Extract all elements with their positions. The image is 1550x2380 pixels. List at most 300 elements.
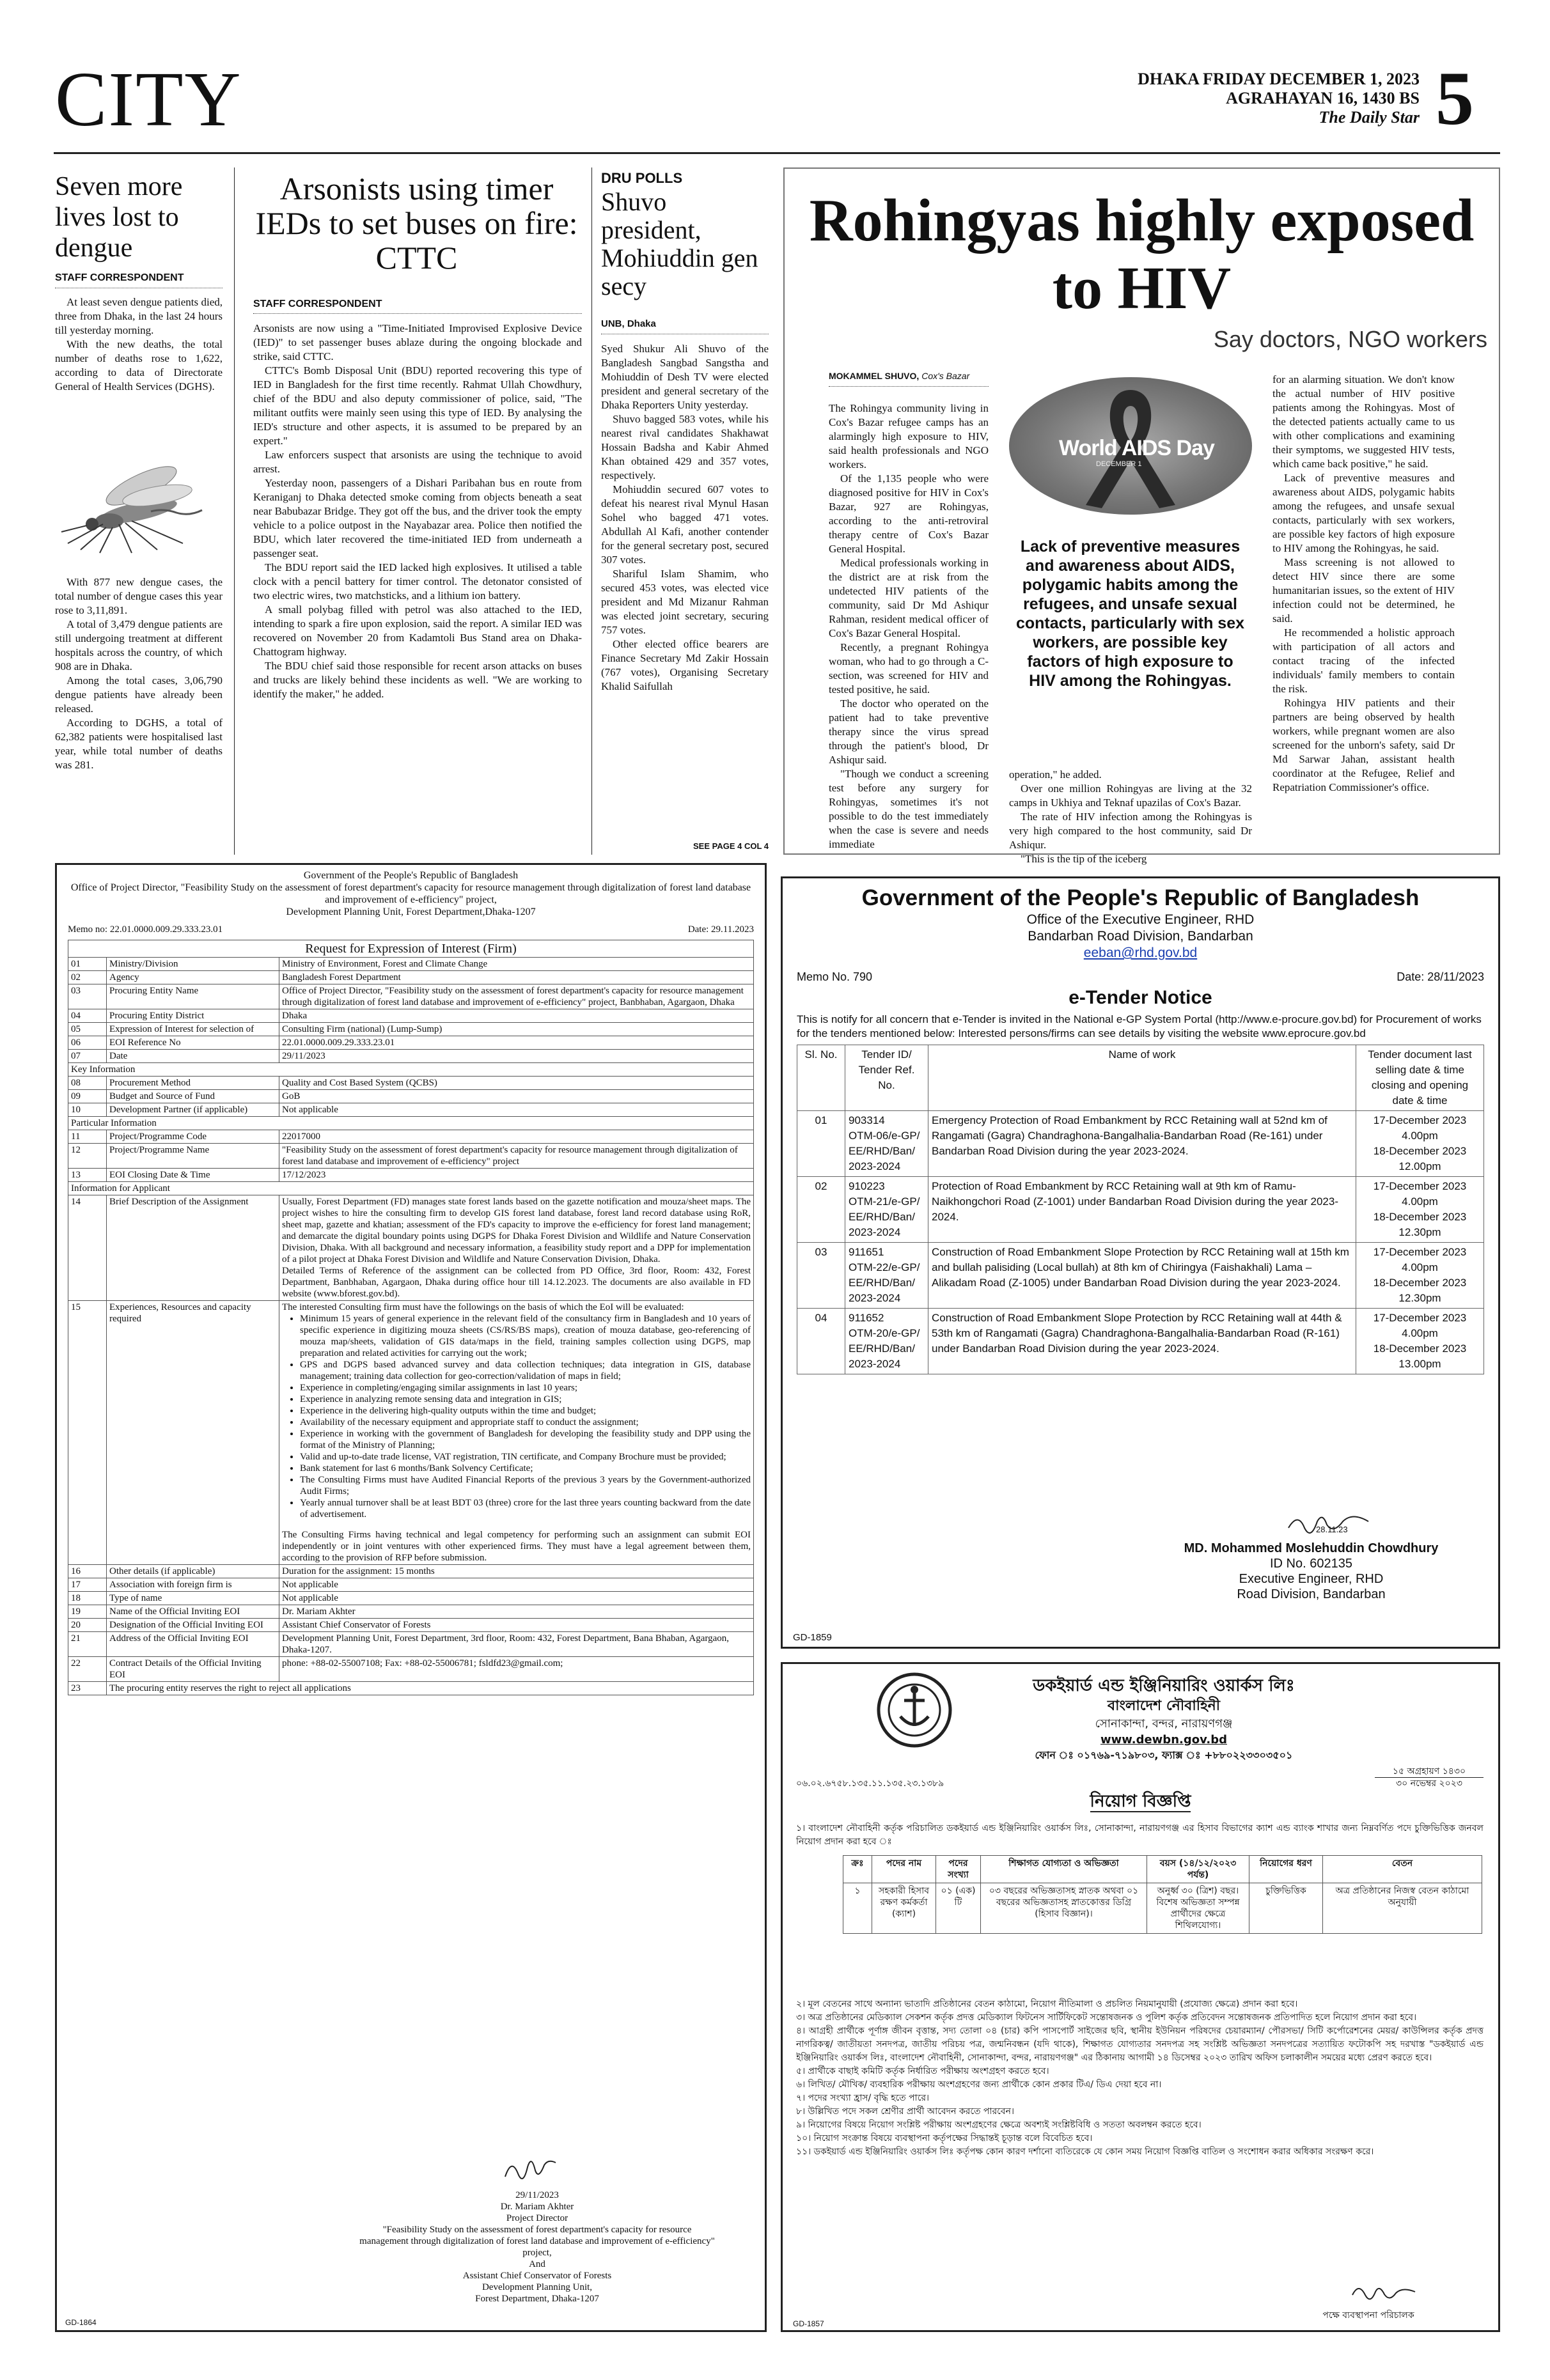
- row-value: Duration for the assignment: 15 months: [279, 1565, 754, 1578]
- image-caption: World AIDS Day: [1059, 436, 1214, 460]
- byline-name: MOKAMMEL SHUVO,: [829, 371, 920, 381]
- row-label: Address of the Official Inviting EOI: [107, 1632, 279, 1657]
- eoi-section-label: Particular Information: [68, 1117, 754, 1130]
- tender-work: Construction of Road Embankment Slope Protection by RCC Retaining wall at 44th & 53th km of Rangamati (Gagra) Chandraghona-Bangalhalia-Bandarban Road (R-161) under Bandarban Road Division during the year 2023-2024.: [928, 1309, 1356, 1374]
- dru-headline: Shuvo president, Mohiuddin gen secy: [601, 187, 758, 300]
- tender-date-t2: 12.30pm: [1398, 1226, 1441, 1238]
- row-value: 22.01.0000.009.29.333.23.01: [279, 1036, 754, 1050]
- rohingya-para: "This is the tip of the iceberg: [1021, 853, 1147, 865]
- eoi-row: [68, 1009, 754, 1023]
- requirement-item: • Experience in analyzing remote sensing data and integration in GIS;: [300, 1394, 751, 1405]
- rohingya-para: He recommended a holistic approach with participation of all actors and contact tracing of the infected individuals' family members to contain the risk.: [1272, 626, 1455, 695]
- row-no: 10: [68, 1103, 107, 1117]
- arson-para: Yesterday noon, passengers of a Dishari Paribahan bus en route from Keraniganj to Dhaka detected smoke coming from objects beneath a seat near Babubazar Bridge. They got off the bus, and the driver took the empty vehicle to a police outpost in the Nayabazar area. Police then notified the BDU, which later recovered the time-initiated IED from underneath a passenger seat.: [253, 477, 582, 559]
- row-value: Dr. Mariam Akhter: [279, 1605, 754, 1619]
- requirement-item: • Availability of the necessary equipment and appropriate staff to conduct the assignment;: [300, 1417, 751, 1428]
- tender-intro: This is notify for all concern that e-Tender is invited in the National e-GP System Portal (http://www.e-procure.gov.bd) for Procurement of works for the tenders mentioned below: Interested persons/firms can see details by visiting the website www.eprocure.gov.bd: [797, 1013, 1482, 1039]
- sig-address: Forest Department, Dhaka-1207: [475, 2294, 599, 2304]
- note-list: [796, 2065, 1483, 2159]
- note: ৫। প্রার্থীকে বাছাই কমিটি কর্তৃক নির্ধারিত পরীক্ষায় অংশগ্রহণ করতে হবে।: [796, 2066, 1049, 2076]
- row-value: Bangladesh Forest Department: [279, 971, 754, 984]
- requirements-intro: The interested Consulting firm must have the followings on the basis of which the EoI will be evaluated:: [282, 1302, 684, 1312]
- requirement-item: • Minimum 15 years of general experience in the relevant field of the consultancy firm in Bangladesh and 10 years of specific experience in digitizing mouza sheets (CS/RS/BS maps), creation of mouza database, geo-referencing of mouza map/sheets, validation of GIS data/maps in the field, training samples collection using DGPS, map preparation and related activities for carrying out the work;: [300, 1313, 751, 1359]
- arson-para: The BDU report said the IED lacked high explosives. It utilised a table clock with a pencil battery for timer control. The detonator consisted of two electric wires, two matchsticks, and a lithium ion battery.: [253, 561, 582, 602]
- eoi-signature: [502, 2154, 560, 2186]
- row-no: 12: [68, 1144, 107, 1169]
- tender-sig-date: 28.11.23: [1316, 1525, 1348, 1534]
- recruitment-table-row: [843, 1883, 1482, 1934]
- row-no: 11: [68, 1130, 107, 1144]
- recruitment-intro: ১। বাংলাদেশ নৌবাহিনী কর্তৃক পরিচালিত ডকইয়ার্ড এন্ড ইঞ্জিনিয়ারিং ওয়ার্কস লিঃ, সোনাকান্দা, নারায়ণগঞ্জ এর হিসাব বিভাগের ক্যাশ এন্ড ব্যাংক শাখার জন্য নিম্নবর্ণিত পদে চুক্তিভিত্তিক জনবল নিয়োগ প্রদান করা হবে ঃ: [796, 1823, 1483, 1847]
- rohingya-para: Mass screening is not allowed to detect HIV since there are some humanitarian issues, so the extent of HIV infection could not be determined, he said.: [1272, 556, 1455, 625]
- row-label: Project/Programme Name: [107, 1144, 279, 1169]
- tender-table: [797, 1045, 1484, 1374]
- tender-dates: [1356, 1243, 1484, 1309]
- recruitment-col: শিক্ষাগত যোগ্যতা ও অভিজ্ঞতা: [981, 1856, 1147, 1883]
- eoi-row: [68, 958, 754, 971]
- pull-quote: Lack of preventive measures and awareness about AIDS, polygamic habits among the refugees, and unsafe sexual contacts, particularly with sex workers, are possible key factors of high exposure to HIV among the Rohingyas.: [1015, 538, 1245, 690]
- dengue-col1-b: [55, 575, 223, 772]
- row-no: 03: [68, 984, 107, 1009]
- row-no: 08: [68, 1077, 107, 1090]
- tender-date-d2: 18-December 2023: [1373, 1277, 1467, 1289]
- assignment-tor: Detailed Terms of Reference of the assignment can be collected from PD Office, 3rd floor, Room: 432, Forest Department, Banbhaban, Agargaon, Dhaka during office hour till 14.12.2023. The documents are also available in FD website (www.bforest.gov.bd).: [282, 1266, 751, 1299]
- dengue-headline: Seven more lives lost to dengue: [55, 172, 183, 263]
- eoi-row: [68, 1605, 754, 1619]
- tender-date: Date: 28/11/2023: [1397, 970, 1484, 983]
- recruitment-signature: [1349, 2279, 1420, 2305]
- tender-date-t2: 12.00pm: [1398, 1160, 1441, 1172]
- note: ৯। নিয়োগের বিষয়ে নিয়োগ সংশ্লিষ্ট পরীক্ষায় অংশগ্রহণের ক্ষেত্রে অবশ্যই সংশ্লিষ্টবিধি ও সততা অবলম্বন করতে হবে।: [796, 2120, 1202, 2130]
- tender-id: 910223: [849, 1180, 885, 1192]
- row-no: 22: [68, 1657, 107, 1682]
- eoi-row: [68, 984, 754, 1009]
- rohingya-para: Rohingya HIV patients and their partners are being observed by health workers, while pregnant women are also screened for the unborn's safety, said Dr Md Sarwar Jahan, assistant health coordinator at the Refugee, Relief and Repatriation Commissioner's office.: [1272, 697, 1455, 793]
- requirement-item: • Bank statement for last 6 months/Bank Solvency Certificate;: [300, 1463, 751, 1474]
- row-label: Development Partner (if applicable): [107, 1103, 279, 1117]
- rohingya-para: for an alarming situation. We don't know the actual number of HIV positive patients among the Rohingyas. Most of the detected patients actually came to us with other complications and examining their symptoms, we suggested HIV tests, which came back positive," he said.: [1272, 373, 1455, 470]
- recruitment-header: [972, 1675, 1356, 1763]
- dengue-col1: [55, 295, 223, 394]
- arson-para: A small polybag filled with petrol was also attached to the IED, intending to spark a fire upon explosion, said the report. A similar IED was recovered on November 20 from Kadamtoli Bus Stand area on Dhaka-Chattogram highway.: [253, 603, 582, 658]
- recruitment-col: পদের সংখ্যা: [936, 1856, 981, 1883]
- dru-para: Other elected office bearers are Finance Secretary Md Zakir Hossain (767 votes), Organising Secretary Khalid Saifullah: [601, 638, 769, 692]
- rohingya-para: "Though we conduct a screening test before any surgery for Rohingyas, sometimes it's not possible to do the test immediately when the case is severe and needs immediate: [829, 768, 989, 850]
- dru-kicker: DRU POLLS: [601, 170, 683, 186]
- tender-date-t2: 13.00pm: [1398, 1358, 1441, 1370]
- tender-id-cell: [845, 1243, 928, 1309]
- eoi-header-line: Office of Project Director, "Feasibility Study on the assessment of forest department's capacity for resource management through digitalization of forest land database and improvement of e-efficiency" project,: [70, 882, 751, 905]
- eoi-row: [68, 1565, 754, 1578]
- eoi-memo: Memo no: 22.01.0000.009.29.333.23.01: [68, 924, 223, 935]
- dengue-para: Among the total cases, 3,06,790 dengue patients have already been released.: [55, 674, 223, 715]
- eoi-row: [68, 1050, 754, 1063]
- requirement-item: • Experience in the delivering high-quality outputs within the time and budget;: [300, 1405, 751, 1417]
- eoi-date: Date: 29.11.2023: [687, 924, 754, 935]
- recruitment-cell: সহকারী হিসাব রক্ষণ কর্মকর্তা (ক্যাশ): [872, 1883, 936, 1934]
- row-value: Consulting Firm (national) (Lump-Sump): [279, 1023, 754, 1036]
- dru-para: Shariful Islam Shamim, who secured 453 votes, was elected vice president and Md Mizanur Rahman was elected joint secretary, securing 757 votes.: [601, 568, 769, 636]
- sig-project: "Feasibility Study on the assessment of forest department's capacity for resource management through digitalization of forest land database and improvement of e-efficiency" project,: [359, 2225, 715, 2258]
- tender-dates: [1356, 1309, 1484, 1374]
- row-value: Not applicable: [279, 1103, 754, 1117]
- eoi-row: [68, 1103, 754, 1117]
- eoi-row: [68, 1195, 754, 1301]
- row-value: [279, 1195, 754, 1301]
- eoi-row: [68, 1144, 754, 1169]
- recruitment-cell: অনুর্ধ্ব ৩০ (ত্রিশ) বছর। বিশেষ অভিজ্ঞতা সম্পন্ন প্রার্থীদের ক্ষেত্রে শিথিলযোগ্য।: [1147, 1883, 1249, 1934]
- mosquito-illustration: [55, 460, 223, 556]
- sig-id: ID No. 602135: [1270, 1557, 1352, 1571]
- row-label: Project/Programme Code: [107, 1130, 279, 1144]
- tender-id: 911652: [849, 1312, 884, 1324]
- eoi-section-label: Key Information: [68, 1063, 754, 1077]
- sig-place: Road Division, Bandarban: [1237, 1587, 1386, 1601]
- date-line: DHAKA FRIDAY DECEMBER 1, 2023: [1138, 70, 1420, 88]
- note: ৭। পদের সংখ্যা হ্রাস/ বৃদ্ধি হতে পারে।: [796, 2093, 930, 2103]
- sig-address: Development Planning Unit,: [481, 2282, 593, 2292]
- eoi-header: [68, 869, 754, 918]
- page-number: 5: [1436, 56, 1474, 141]
- row-value: The procuring entity reserves the right to reject all applications: [107, 1682, 754, 1695]
- dengue-para: At least seven dengue patients died, three from Dhaka, in the last 24 hours till yesterday morning.: [55, 296, 223, 336]
- recruitment-cell: ০১ (এক) টি: [936, 1883, 981, 1934]
- row-label: Brief Description of the Assignment: [107, 1195, 279, 1301]
- row-value: 17/12/2023: [279, 1169, 754, 1182]
- tender-ref: OTM-20/e-GP/ EE/RHD/Ban/ 2023-2024: [849, 1327, 920, 1370]
- paper-logo: The Daily Star: [1319, 108, 1420, 127]
- rohingya-para: The Rohingya community living in Cox's Bazar refugee camps has an alarmingly high exposure to HIV, said health professionals and NGO workers.: [829, 402, 989, 471]
- recruitment-memo: ০৬.০২.৬৭৫৮.১৩৫.১১.১৩৫.২৩.১৩৮৯: [796, 1778, 944, 1789]
- row-value: [279, 1301, 754, 1565]
- eoi-row: [68, 1657, 754, 1682]
- row-label: Procuring Entity District: [107, 1009, 279, 1023]
- row-label: Type of name: [107, 1592, 279, 1605]
- rohingya-col2: [1009, 768, 1252, 866]
- tender-row: [797, 1111, 1484, 1177]
- recruitment-col: নিয়োগের ধরণ: [1249, 1856, 1323, 1883]
- arson-byline: STAFF CORRESPONDENT: [253, 299, 382, 309]
- requirement-item: • GPS and DGPS based advanced survey and data collection techniques; data integration in GIS, database management; training data collection for geo-correction/validation of maps in field;: [300, 1359, 751, 1382]
- eoi-row: [68, 1592, 754, 1605]
- row-no: 18: [68, 1592, 107, 1605]
- tender-ref: OTM-06/e-GP/ EE/RHD/Ban/ 2023-2024: [849, 1130, 920, 1172]
- row-value: Ministry of Environment, Forest and Climate Change: [279, 958, 754, 971]
- tender-row: [797, 1243, 1484, 1309]
- requirement-item: • The Consulting Firms must have Audited Financial Reports of the previous 3 years by the Government-authorized Audit Firms;: [300, 1474, 751, 1497]
- row-value: phone: +88-02-55007108; Fax: +88-02-55006781; fsldfd23@gmail.com;: [279, 1657, 754, 1682]
- row-label: Designation of the Official Inviting EOI: [107, 1619, 279, 1632]
- gregorian-date: ৩০ নভেম্বর ২০২৩: [1375, 1777, 1483, 1789]
- tender-date-d2: 18-December 2023: [1373, 1342, 1467, 1355]
- col-work: Name of work: [928, 1045, 1356, 1111]
- sig-title2: Assistant Chief Conservator of Forests: [462, 2271, 612, 2281]
- column-rule: [591, 167, 592, 855]
- rohingya-col3: [1272, 373, 1455, 795]
- tender-date-d1: 17-December 2023: [1373, 1246, 1467, 1258]
- row-value: Not applicable: [279, 1578, 754, 1592]
- rohingya-para: The rate of HIV infection among the Rohingyas is very high compared to the host community, said Dr Ashiqur.: [1009, 811, 1252, 851]
- image-subcaption: DECEMBER 1: [1096, 460, 1142, 468]
- note: ১১। ডকইয়ার্ড এন্ড ইঞ্জিনিয়ারিং ওয়ার্কস লিঃ কর্তৃপক্ষ কোন কারণ দর্শানো ব্যতিরেকে যে কোন সময় নিয়োগ বিজ্ঞপ্তি বাতিল ও সংশোধন করার অধিকার সংরক্ষণ করে।: [796, 2147, 1374, 2157]
- eoi-row: [68, 1619, 754, 1632]
- rohingya-para: Medical professionals working in the district are at risk from the undetected HIV patients of the community, said Dr Md Ashiqur Rahman, resident medical officer of Cox's Bazar General Hospital.: [829, 557, 989, 639]
- col-doc: Tender document last selling date & time closing and opening date & time: [1356, 1045, 1484, 1111]
- tender-memo: Memo No. 790: [797, 970, 873, 983]
- tender-sl: 01: [797, 1111, 845, 1177]
- tender-date-d2: 18-December 2023: [1373, 1145, 1467, 1157]
- eoi-row: [68, 1036, 754, 1050]
- tender-title: e-Tender Notice: [1069, 987, 1212, 1008]
- dengue-byline: STAFF CORRESPONDENT: [55, 272, 184, 283]
- row-label: Other details (if applicable): [107, 1565, 279, 1578]
- sig-name: Dr. Mariam Akhter: [500, 2202, 574, 2212]
- recruitment-cell: চুক্তিভিত্তিক: [1249, 1883, 1323, 1934]
- rohingya-para: operation," he added.: [1009, 768, 1102, 781]
- tender-id-cell: [845, 1111, 928, 1177]
- requirements-outro: The Consulting Firms having technical and legal competency for performing such an assignment can submit EOI independently or in joint ventures with other experienced firms. They must have a legal agreement between them, according to the provision of RFP before submission.: [282, 1530, 751, 1563]
- tender-sl: 03: [797, 1243, 845, 1309]
- rohingya-para: Lack of preventive measures and awareness about AIDS, polygamic habits among the refugees, and unsafe sexual contacts, particularly with sex workers, are possible key factors of high exposure to HIV among the Rohingyas, he said.: [1272, 472, 1455, 554]
- arson-para: Arsonists are now using a "Time-Initiated Improvised Explosive Device (IED)" to set passenger buses ablaze during the ongoing blockade and strike, said CTTC.: [253, 322, 582, 362]
- row-no: 16: [68, 1565, 107, 1578]
- row-no: 15: [68, 1301, 107, 1565]
- row-label: Budget and Source of Fund: [107, 1090, 279, 1103]
- company-name: ডকইয়ার্ড এন্ড ইঞ্জিনিয়ারিং ওয়ার্কস লিঃ: [1033, 1676, 1295, 1695]
- note: ৪। আগ্রহী প্রার্থীকে পূর্ণাঙ্গ জীবন বৃত্তান্ত, সদ্য তোলা ০৪ (চার) কপি পাসপোর্ট সাইজের ছবি, স্থানীয় ইউনিয়ন পরিষদের চেয়ারম্যান/ পৌরসভা/ সিটি কর্পোরেশনের মেয়র/ কাউন্সিলর কর্তৃক প্রদত্ত নাগরিকত্ব/ জাতীয়তা সনদপত্র, জাতীয় পরিচয় পত্র, জন্মনিবন্ধন (যদি থাকে), শিক্ষাগত যোগ্যতার সনদপত্র সহ সংশ্লিষ্ট অভিজ্ঞতা সনদপত্রের সত্যায়িত ফটোকপি সহ দরখাস্ত "ডকইয়ার্ড এন্ড ইঞ্জিনিয়ারিং ওয়ার্কস লিঃ, বাংলাদেশ নৌবাহিনী, সোনাকান্দা, বন্দর, নারায়ণগঞ্জ" এর ঠিকানায় আগামী ১৪ ডিসেম্বর ২০২৩ তারিখ অফিস চলাকালীন সময়ের মধ্যে প্রেরণ করতে হবে।: [796, 2026, 1483, 2063]
- tender-id: 903314: [849, 1114, 885, 1126]
- tender-date-t1: 4.00pm: [1402, 1130, 1438, 1142]
- tender-work: Construction of Road Embankment Slope Protection by RCC Retaining wall at 15th km and bullah palisiding (Local bullah) at 8th km of Chiringya (Faishakhali) Lama – Alikadam Road (Z-1005) under Bandarban Road Division during the year 2023-2024.: [928, 1243, 1356, 1309]
- row-value: 22017000: [279, 1130, 754, 1144]
- row-no: 04: [68, 1009, 107, 1023]
- row-label: Procurement Method: [107, 1077, 279, 1090]
- row-no: 05: [68, 1023, 107, 1036]
- eoi-header-line: Development Planning Unit, Forest Department,Dhaka-1207: [286, 906, 536, 917]
- row-label: Date: [107, 1050, 279, 1063]
- sig-and: And: [529, 2259, 545, 2269]
- row-value: Dhaka: [279, 1009, 754, 1023]
- tender-id-cell: [845, 1177, 928, 1243]
- company-address: সোনাকান্দা, বন্দর, নারায়ণগঞ্জ: [1095, 1717, 1233, 1731]
- tender-ref: OTM-22/e-GP/ EE/RHD/Ban/ 2023-2024: [849, 1261, 920, 1304]
- requirement-item: • Yearly annual turnover shall be at least BDT 03 (three) crore for the last three years counting backward from the date of advertisement.: [300, 1497, 751, 1520]
- rohingya-col1: [829, 401, 989, 852]
- row-value: 29/11/2023: [279, 1050, 754, 1063]
- dockyard-emblem-icon: [876, 1672, 953, 1748]
- row-label: EOI Reference No: [107, 1036, 279, 1050]
- eoi-section-label: Information for Applicant: [68, 1182, 754, 1195]
- eoi-row: [68, 1578, 754, 1592]
- arson-para: The BDU chief said those responsible for recent arson attacks on buses and trucks are likely behind these incidents as well. "We are working to identify the maker," he added.: [253, 660, 582, 700]
- byline-place: Cox's Bazar: [921, 371, 970, 381]
- row-no: 17: [68, 1578, 107, 1592]
- arson-headline: Arsonists using timer IEDs to set buses on fire: CTTC: [255, 171, 578, 276]
- eoi-table: [68, 940, 754, 1695]
- dru-byline: UNB, Dhaka: [601, 318, 656, 329]
- recruitment-sig-title: পক্ষে ব্যবস্থাপনা পরিচালক: [1322, 2310, 1414, 2321]
- row-value: Not applicable: [279, 1592, 754, 1605]
- row-label: Agency: [107, 971, 279, 984]
- row-value: Office of Project Director, "Feasibility study on the assessment of forest department's capacity for resource management through digitalization of forest land database and improvement of e-efficiency" project, Banbhaban, Agargaon, Dhaka: [279, 984, 754, 1009]
- dru-para: Mohiuddin secured 607 votes to defeat his nearest rival Mynul Hasan Sohel who bagged 471 votes. Abdullah Al Kafi, another contender for the general secretary post, secured 307 votes.: [601, 483, 769, 566]
- tender-id: 911651: [849, 1246, 884, 1258]
- tender-date-d2: 18-December 2023: [1373, 1211, 1467, 1223]
- eoi-row: [68, 1169, 754, 1182]
- tender-sl: 02: [797, 1177, 845, 1243]
- requirement-item: • Experience in working with the government of Bangladesh for developing the feasibility study and DPP using the format of the Ministry of Planning;: [300, 1428, 751, 1451]
- rohingya-para: Over one million Rohingyas are living at the 32 camps in Ukhiya and Teknaf upazilas of Cox's Bazar.: [1009, 782, 1252, 809]
- rohingya-para: The doctor who operated on the patient had to take preventive therapy since the virus spread through the patient's blood, Dr Ashiqur said.: [829, 697, 989, 766]
- tender-work: Protection of Road Embankment by RCC Retaining wall at 9th km of Ramu-Naikhongchori Road (Z-1001) under Bandarban Road Division during the year 2023-2024.: [928, 1177, 1356, 1243]
- recruitment-notes: [796, 1998, 1483, 2159]
- row-no: 01: [68, 958, 107, 971]
- row-label: EOI Closing Date & Time: [107, 1169, 279, 1182]
- eoi-title: Request for Expression of Interest (Firm): [68, 940, 754, 958]
- dru-para: Shuvo bagged 583 votes, while his nearest rival candidates Shakhawat Hossain Badsha and Kabir Ahmed Khan obtained 429 and 357 votes, respectively.: [601, 413, 769, 481]
- eoi-row: [68, 1301, 754, 1565]
- recruitment-col: বয়স (১৪/১২/২০২৩ পর্যন্ত): [1147, 1856, 1249, 1883]
- row-value: Development Planning Unit, Forest Department, 3rd floor, Room: 432, Forest Department, Bana Bhaban, Agargaon, Dhaka-1207.: [279, 1632, 754, 1657]
- recruitment-cell: ০৩ বছরের অভিজ্ঞতাসহ স্নাতক অথবা ০১ বছরের অভিজ্ঞতাসহ স্নাতকোত্তর ডিগ্রি (হিসাব বিজ্ঞান)।: [981, 1883, 1147, 1934]
- company-website-link[interactable]: www.dewbn.gov.bd: [1100, 1733, 1227, 1746]
- col-id: Tender ID/ Tender Ref. No.: [845, 1045, 928, 1111]
- eoi-row: [68, 1130, 754, 1144]
- eoi-row: [68, 1682, 754, 1695]
- navy-name: বাংলাদেশ নৌবাহিনী: [1107, 1698, 1221, 1714]
- bengali-date: AGRAHAYAN 16, 1430 BS: [1226, 89, 1420, 107]
- requirement-item: • Valid and up-to-date trade license, VAT registration, TIN certificate, and Company Brochure must be provided;: [300, 1451, 751, 1463]
- recruitment-col: ক্রঃ: [843, 1856, 872, 1883]
- tender-dates: [1356, 1177, 1484, 1243]
- row-label: Expression of Interest for selection of: [107, 1023, 279, 1036]
- tender-ref: OTM-21/e-GP/ EE/RHD/Ban/ 2023-2024: [849, 1195, 920, 1238]
- arson-body: [253, 322, 582, 701]
- column-rule: [234, 167, 235, 855]
- eoi-gd-code: GD-1864: [65, 2318, 97, 2327]
- dru-body: [601, 342, 769, 694]
- tender-office: Office of the Executive Engineer, RHD: [1026, 912, 1255, 927]
- assignment-description: Usually, Forest Department (FD) manages state forest lands based on the gazette notification and mouza/sheet maps. The project wishes to hire the consulting firm to develop GIS forest land database, forest land record database using RoR, sheet map, gazette and khatian; assessment of the FD's capacity to improve the e-efficiency for forest land management; and demarcate the digital boundary points using DGPS for Dhaka Forest Division and Wildlife and Nature Conservation Division, Dhaka. With all background and necessary information, a feasibility study report and a DPP for implementation of a pilot project at Dhaka Forest Division and Wildlife and Nature Conservation Division, Dhaka.: [282, 1197, 751, 1264]
- rohingya-subhead: Say doctors, NGO workers: [1213, 326, 1487, 352]
- row-value: GoB: [279, 1090, 754, 1103]
- eoi-row: [68, 1023, 754, 1036]
- row-no: 06: [68, 1036, 107, 1050]
- sig-title: Project Director: [506, 2213, 568, 2223]
- bengali-date: ১৫ অগ্রহায়ণ ১৪৩০: [1392, 1766, 1466, 1777]
- dru-jump-link[interactable]: SEE PAGE 4 COL 4: [693, 841, 769, 851]
- row-label: Ministry/Division: [107, 958, 279, 971]
- recruitment-col: পদের নাম: [872, 1856, 936, 1883]
- tender-division: Bandarban Road Division, Bandarban: [1028, 929, 1253, 944]
- eoi-row: [68, 1077, 754, 1090]
- sig-name: MD. Mohammed Moslehuddin Chowdhury: [1184, 1541, 1439, 1555]
- recruitment-gd-code: GD-1857: [793, 2319, 824, 2328]
- dengue-para: With the new deaths, the total number of deaths rose to 1,622, according to data of Directorate General of Health Services (DGHS).: [55, 338, 223, 393]
- tender-sl: 04: [797, 1309, 845, 1374]
- tender-email-link[interactable]: eeban@rhd.gov.bd: [1083, 945, 1198, 960]
- row-no: 21: [68, 1632, 107, 1657]
- tender-gd-code: GD-1859: [793, 1632, 832, 1643]
- tender-date-d1: 17-December 2023: [1373, 1114, 1467, 1126]
- eoi-header-line: Government of the People's Republic of Bangladesh: [303, 870, 519, 881]
- recruitment-col: বেতন: [1323, 1856, 1482, 1883]
- tender-date-d1: 17-December 2023: [1373, 1180, 1467, 1192]
- row-no: 23: [68, 1682, 107, 1695]
- note: ৬। লিখিত/ মৌখিক/ ব্যবহারিক পরীক্ষায় অংশগ্রহণের জন্য প্রার্থীকে কোন প্রকার টিএ/ ডিএ দেয়া হবে না।: [796, 2080, 1162, 2090]
- dengue-para: With 877 new dengue cases, the total number of dengue cases this year rose to 3,11,891.: [55, 576, 223, 616]
- row-no: 20: [68, 1619, 107, 1632]
- eoi-row: [68, 1090, 754, 1103]
- eoi-rows: [68, 1130, 754, 1182]
- row-label: Name of the Official Inviting EOI: [107, 1605, 279, 1619]
- eoi-signature-block: [358, 2189, 716, 2305]
- tender-date-t1: 4.00pm: [1402, 1327, 1438, 1339]
- row-no: 02: [68, 971, 107, 984]
- tender-date-t1: 4.00pm: [1402, 1195, 1438, 1208]
- company-phone: ফোন ঃ ০১৭৬৯-৭১৯৮০৩, ফ্যাক্স ঃ +৮৮০২২৩৩০৩৫০১: [1035, 1749, 1293, 1761]
- eoi-rows: [68, 1077, 754, 1117]
- recruitment-cell: ১: [843, 1883, 872, 1934]
- recruitment-dates: [1375, 1766, 1483, 1789]
- row-label: Contract Details of the Official Inviting EOI: [107, 1657, 279, 1682]
- recruitment-table-header: [843, 1856, 1482, 1883]
- row-label: Association with foreign firm is: [107, 1578, 279, 1592]
- rohingya-byline-rule: [829, 386, 989, 387]
- row-label: Experiences, Resources and capacity required: [107, 1301, 279, 1565]
- row-no: 07: [68, 1050, 107, 1063]
- tender-date-t1: 4.00pm: [1402, 1261, 1438, 1273]
- eoi-row: [68, 971, 754, 984]
- rohingya-headline: Rohingyas highly exposed to HIV: [809, 187, 1475, 322]
- sig-title: Executive Engineer, RHD: [1239, 1572, 1384, 1586]
- rohingya-para: Of the 1,135 people who were diagnosed positive for HIV in Cox's Bazar, 927 are Rohingyas, according to the anti-retroviral therapy centre of Cox's Bazar General Hospital.: [829, 472, 989, 555]
- row-no: 19: [68, 1605, 107, 1619]
- note: ১০। নিয়োগ সংক্রান্ত বিষয়ে ব্যবস্থাপনা কর্তৃপক্ষের সিদ্ধান্তই চূড়ান্ত বলে বিবেচিত হবে।: [796, 2133, 1093, 2143]
- row-value: Assistant Chief Conservator of Forests: [279, 1619, 754, 1632]
- tender-id-cell: [845, 1309, 928, 1374]
- row-value: "Feasibility Study on the assessment of forest department's capacity for resource management through digitalization of forest land database and improvement of e-efficiency" project: [279, 1144, 754, 1169]
- eoi-row: [68, 1632, 754, 1657]
- note: ৮। উল্লিখিত পদে সকল শ্রেণীর প্রার্থী আবেদন করতে পারবেন।: [796, 2106, 1014, 2117]
- tender-rows: [797, 1111, 1484, 1374]
- masthead-rule: [54, 152, 1500, 154]
- arson-byline-rule: [253, 313, 582, 314]
- note: ৩। অত্র প্রতিষ্ঠানের মেডিক্যাল সেকশন কর্তৃক প্রদত্ত মেডিক্যাল ফিটনেস সার্টিফিকেট সন্তোষজনক ও পুলিশ কর্তৃক প্রতিবেদন সন্তোষজনক প্রতিপাদিত হলে নিয়োগ প্রদান করা হবে।: [796, 2012, 1417, 2023]
- tender-row: [797, 1177, 1484, 1243]
- recruitment-table: [843, 1855, 1482, 1934]
- sig-date: 29/11/2023: [515, 2190, 559, 2200]
- section-title: CITY: [55, 56, 242, 143]
- arson-para: CTTC's Bomb Disposal Unit (BDU) reported recovering this type of IED in Bangladesh for the first time recently. Rahmat Ullah Chowdhury, chief of the BDU and also deputy commissioner of police, said, "The militant outfits were mainly seen using this type of IED. By analysing the IED's structure and other aspects, it is assumed to be prepared by an expert.": [253, 364, 582, 447]
- rohingya-byline: [829, 371, 969, 381]
- arson-para: Law enforcers suspect that arsonists are using the technique to avoid arrest.: [253, 449, 582, 475]
- col-sl: Sl. No.: [797, 1045, 845, 1111]
- row-value: Quality and Cost Based System (QCBS): [279, 1077, 754, 1090]
- eoi-rows: [68, 1565, 754, 1682]
- tender-gov: Government of the People's Republic of Bangladesh: [861, 885, 1420, 910]
- dru-para: Syed Shukur Ali Shuvo of the Bangladesh Sangbad Sangstha and Mohiuddin of Desh TV were elected president and general secretary of the Dhaka Reporters Unity yesterday.: [601, 343, 769, 411]
- dengue-para: A total of 3,479 dengue patients are still undergoing treatment at different hospitals across the country, of which 908 are in Dhaka.: [55, 618, 223, 673]
- requirements-list: [300, 1313, 751, 1520]
- dengue-para: According to DGHS, a total of 62,382 patients were hospitalised last year, while total number of deaths was 281.: [55, 717, 223, 771]
- rohingya-para: Recently, a pregnant Rohingya woman, who had to go through a C-section, was screened for HIV and tested positive, he said.: [829, 641, 989, 696]
- tender-date-t2: 12.30pm: [1398, 1292, 1441, 1304]
- requirement-item: • Experience in completing/engaging similar assignments in last 10 years;: [300, 1382, 751, 1394]
- row-label: Procuring Entity Name: [107, 984, 279, 1009]
- world-aids-day-image: [1009, 377, 1252, 515]
- recruitment-cell: অত্র প্রতিষ্ঠানের নিজস্ব বেতন কাঠামো অনুযায়ী: [1323, 1883, 1482, 1934]
